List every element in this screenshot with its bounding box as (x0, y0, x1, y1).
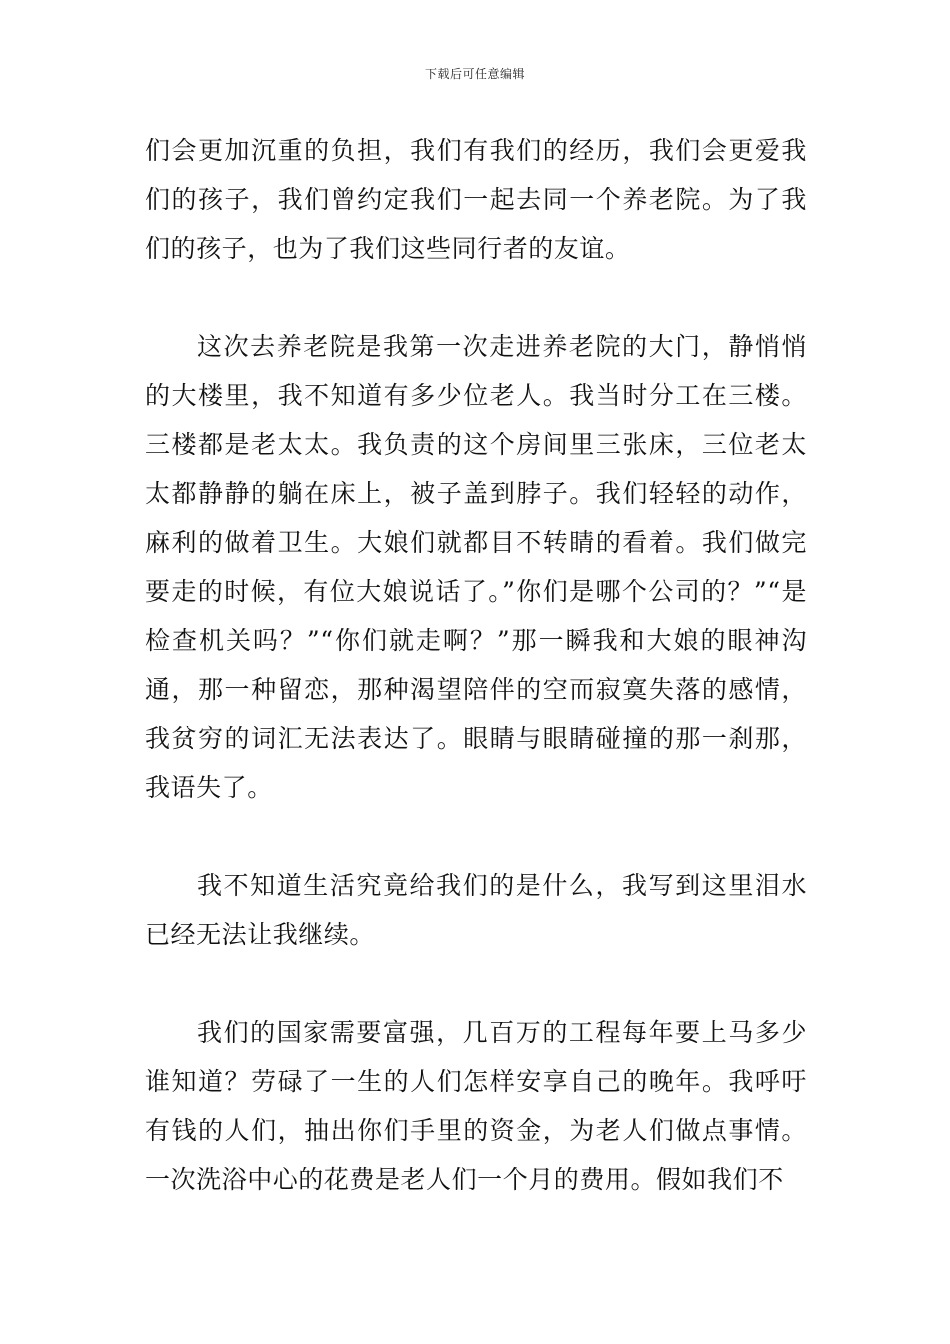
paragraph-2: 这次去养老院是我第一次走进养老院的大门，静悄悄的大楼里，我不知道有多少位老人。我当时分工在三楼。三楼都是老太太。我负责的这个房间里三张床，三位老太太都静静的躺在床上，被子盖到脖子。我们轻轻的动作，麻利的做着卫生。大娘们就都目不转睛的看着。我们做完要走的时候，有位大娘说话了。”你们是哪个公司的？”“是检查机关吗？”“你们就走啊？”那一瞬我和大娘的眼神沟通，那一种留恋，那种渴望陪伴的空而寂寞失落的感情，我贫穷的词汇无法表达了。眼睛与眼睛碰撞的那一刹那，我语失了。 (145, 332, 807, 802)
paragraph-1: 们会更加沉重的负担，我们有我们的经历，我们会更爱我们的孩子，我们曾约定我们一起去同一个养老院。为了我们的孩子，也为了我们这些同行者的友谊。 (145, 136, 807, 263)
paragraph-3: 我不知道生活究竟给我们的是什么，我写到这里泪水已经无法让我继续。 (145, 871, 807, 949)
page-header: 下载后可任意编辑 (424, 67, 525, 81)
paragraph-4: 我们的国家需要富强，几百万的工程每年要上马多少谁知道？劳碌了一生的人们怎样安享自己的晚年。我呼吁有钱的人们，抽出你们手里的资金，为老人们做点事情。一次洗浴中心的花费是老人们一个月的费用。假如我们不 (145, 1018, 807, 1194)
document-body (145, 126, 807, 1204)
